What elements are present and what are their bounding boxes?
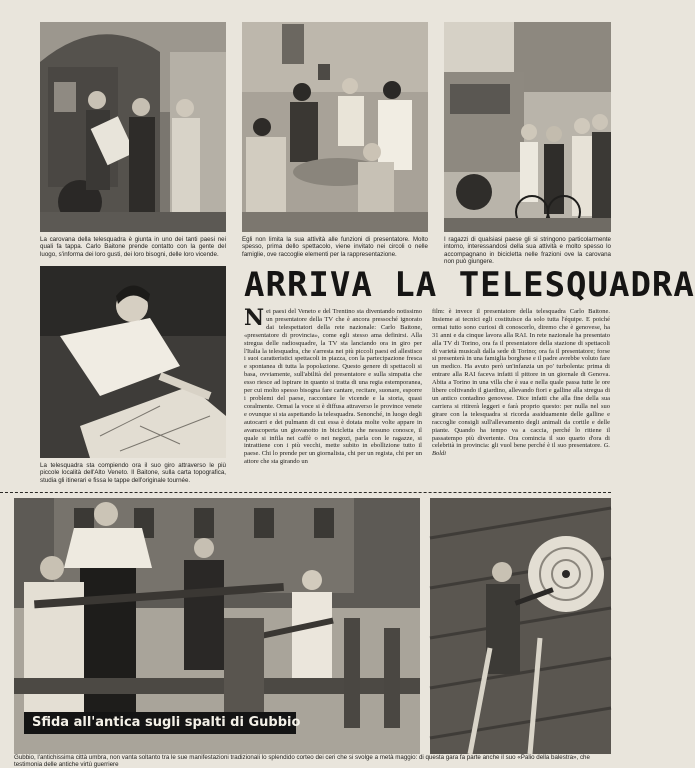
target-photo [430,498,611,754]
map-caption: La telesquadra sta compiendo ora il suo giro attraverso le più piccole località dell'Alto Veneto. Il Baitone, sulla carta topografica, studia gli itinerari e fissa le tappe dell'originale tournée. [40,462,226,484]
article-headline: ARRIVA LA TELESQUADRA [244,265,695,305]
article-column-2 [432,308,610,496]
family-caption: Egli non limita la sua attività alle funzioni di presentatore. Molto spesso, prima dello spettacolo, viene invitato nei circoli o nelle famiglie, ove raccoglie elementi per la rappresentazione. [242,236,428,258]
article-dropcap: N [244,305,265,331]
family-photo [242,22,428,232]
article-column-1 [244,305,422,496]
article-column-1-text: ei paesi del Veneto e del Trentino sta diventando notissimo un presentatore della TV che è ancora pressoché ignorato dai telespettatori della rete nazionale: Carlo Baitone, «presentatore di provincia», come egli stesso ama definirsi. Alla stregua delle radiosquadre, la TV sta lanciando ora in giro per l'Italia la telesquadra, che s'arresta nei più piccoli paesi ed allestisce i suoi caratteristici spettacoli in piazza, con la partecipazione fresca e spontanea di tutta la popolazione. Questo genere di spettacoli si basa, ovviamente, sull'abilità del presentatore e sulla simpatia che esso riesce ad ispirare in quanto si tratta di una regia estemporanea, per cui molto spesso bisogna fare cantare, recitare, suonare, esporre i problemi del paese, raccontare le vicende e la storia, quasi coralmente. Ormai la voce si è diffusa attraverso le province venete e ovunque si sta aspettando la telesquadra. Senonché, in luogo degli autocarri e dei pulmann di cui essa è dotata molte volte appare in avanscoperta un giovanotto in bicicletta che nessuno conosce, il quale si infila nei caffè o nei negozi, parla con le ragazze, si intrattiene con i più vecchi, mette subito in ebollizione tutto il paese. Chi lo prende per un giornalista, chi per un regista, chi per un attore che sta girando un [244,308,422,466]
article-signature: G. Boldi [432,442,610,458]
feature-title: Sfida all'antica sugli spalti di Gubbio [24,712,296,734]
section-divider [0,492,611,493]
caravan-photo [40,22,226,232]
kids-photo [444,22,611,232]
article-body [244,305,616,496]
caravan-caption: La carovana della telesquadra è giunta in uno dei tanti paesi nei quali fa tappa. Carlo Baitone prende contatto con la gente del luogo, s'informa dei loro gusti, dei loro bisogni, delle loro vicende. [40,236,226,258]
feature-caption: Gubbio, l'antichissima città umbra, non vanta soltanto tra le sue manifestazioni tradizionali lo splendido corteo dei ceri che si svolge a metà maggio: di questa gara fa parte anche il suo «Palio della balestra», che testimonia delle antiche virtù guerriere [14,754,590,768]
map-photo [40,266,226,458]
kids-caption: I ragazzi di qualsiasi paese gli si stringono particolarmente intorno, interessandosi della sua attività e molto spesso lo accompagnano in bicicletta nelle frazioni ove la carovana non può giungere. [444,236,611,266]
article-column-2-text: film: è invece il presentatore della telesquadra Carlo Baitone. Insieme ai tecnici egli costituisce da solo tutta l'équipe. E poiché ormai tutto sono curiosi di conoscerlo, diremo che è genovese, ha 31 anni e da cinque lavora alla RAI. In rete nazionale ha presentato alla TV di Torino, ora fa il presentatore della stazione di spettacoli di varietà musicali dalla sede di Torino; ora fa il presentatore; forse si presenterà in una famiglia borghese e il padre avrebbe voluto fare un medico. Ha avuto però un'infanzia un po' turbolenta: prima di entrare alla RAI faceva infatti il pittore in un giornale di Genova. Abita a Torino in una villa che è sua e nella quale passa tutte le ore libere coltivando il giardino, allevando fiori e galline alla stregua di un antico contadino genovese. Dice infatti che alla fine della sua carriera si ritirerà leggeri e farà proprio questo: per nulla nel suo girare con la telesquadra si ricorda assiduamente delle galline e raccoglie consigli sull'allevamento degli animali da cortile e delle piante. Quando ha tempo va a caccia, perché lo ritiene il passatempo più divertente. Ora comincia il suo quarto d'ora di celebrità in provincia: gli vuol bene perché è il suo presentatore. [432,308,610,450]
